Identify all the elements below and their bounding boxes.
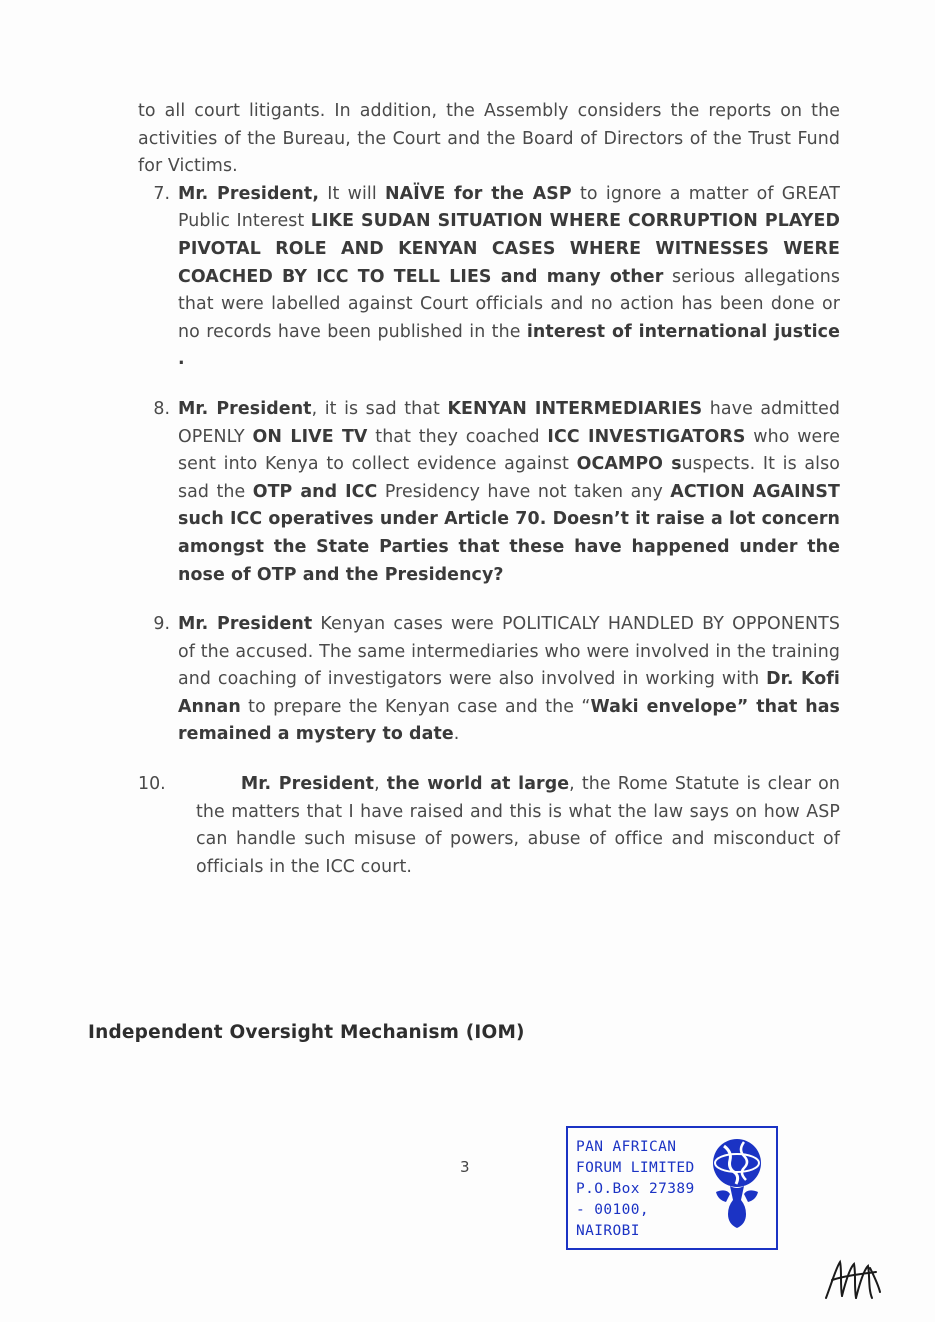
- company-stamp: [566, 1126, 778, 1250]
- text-run-6: interest of international justice .: [178, 321, 840, 370]
- text-run-1: It will: [319, 183, 385, 204]
- stamp-text-lines: [576, 1137, 695, 1242]
- paragraph-8: [138, 396, 840, 589]
- paragraph-10-number: 10.: [138, 774, 166, 795]
- section-heading-iom: Independent Oversight Mechanism (IOM): [88, 1022, 525, 1043]
- text-run-9: uspects. It is also sad the: [178, 454, 840, 502]
- text-run-5: that they coached: [367, 426, 548, 447]
- text-run-2: Dr. Kofi Annan: [178, 669, 840, 717]
- stamp-line-2: FORUM LIMITED: [576, 1160, 695, 1176]
- globe-icon: [694, 1136, 768, 1240]
- text-run-6: ICC INVESTIGATORS: [547, 426, 746, 447]
- text-run-7: who were sent into Kenya to collect evidence against: [178, 426, 840, 475]
- stamp-line-5: NAIROBI: [576, 1223, 640, 1239]
- paragraph-9: [138, 611, 840, 749]
- text-run-5: .: [453, 724, 460, 745]
- signature-mark: [818, 1258, 888, 1306]
- text-run-12: ACTION AGAINST such ICC operatives under Article 70. Doesn’t it raise a lot concern amongst the State Parties that these have happened under the nose of OTP and the Presidency?: [178, 481, 841, 585]
- paragraph-9-number: 9.: [153, 614, 170, 635]
- text-run-11: Presidency have not taken any: [377, 481, 671, 502]
- intro-paragraph: to all court litigants. In addition, the Assembly considers the reports on the activities of the Bureau, the Court and the Board of Directors of the Trust Fund for Victims.: [138, 101, 840, 177]
- text-run-8: OCAMPO s: [576, 454, 682, 475]
- text-run-4: ON LIVE TV: [252, 426, 368, 447]
- text-run-4: Waki envelope” that has remained a mystery to date: [178, 696, 840, 745]
- stamp-line-4: - 00100,: [576, 1202, 650, 1218]
- text-run-3: to prepare the Kenyan case and the “: [240, 696, 591, 717]
- text-run-2: KENYAN INTERMEDIARIES: [447, 398, 703, 419]
- text-run-3: have admitted OPENLY: [178, 398, 841, 447]
- page-number: 3: [460, 1158, 470, 1176]
- text-run-5: serious allegations that were labelled against Court officials and no action has been done or no records have been published in the: [178, 266, 841, 342]
- paragraph-7: [138, 181, 840, 374]
- paragraph-9-text: [178, 611, 840, 749]
- paragraph-7-number: 7.: [153, 183, 170, 204]
- stamp-line-1: PAN AFRICAN: [576, 1139, 677, 1155]
- text-run-1: , it is sad that: [311, 398, 448, 419]
- text-run-2: the world at large: [386, 774, 570, 795]
- paragraph-7-text: [178, 181, 840, 374]
- text-run-10: OTP and ICC: [252, 481, 378, 502]
- document-body: [138, 98, 840, 903]
- paragraph-8-text: [178, 396, 840, 589]
- paragraph-10-text: [196, 771, 840, 881]
- text-run-0: Mr. President,: [178, 183, 320, 204]
- text-run-0: Mr. President: [178, 398, 312, 419]
- paragraph-8-number: 8.: [153, 398, 170, 419]
- text-run-0: Mr. President: [240, 774, 375, 795]
- text-run-0: Mr. President: [178, 614, 313, 635]
- text-run-1: ,: [374, 774, 387, 795]
- stamp-line-3: P.O.Box 27389: [576, 1181, 695, 1197]
- paragraph-10: [138, 771, 840, 881]
- paragraph-indent: [196, 774, 241, 794]
- text-run-2: NAÏVE for the ASP: [384, 183, 572, 204]
- text-run-3: , the Rome Statute is clear on the matters that I have raised and this is what the law says on how ASP can handle such misuse of powers, abuse of office and misconduct of officials in the ICC court.: [196, 774, 841, 877]
- text-run-1: Kenyan cases were POLITICALY HANDLED BY OPPONENTS of the accused. The same intermediaries who were involved in the training and coaching of investigators were also involved in working with: [178, 614, 841, 690]
- text-run-3: to ignore a matter of GREAT Public Interest: [178, 183, 841, 232]
- text-run-4: LIKE SUDAN SITUATION WHERE CORRUPTION PLAYED PIVOTAL ROLE AND KENYAN CASES WHERE WITNESSES WERE COACHED BY ICC TO TELL LIES and many other: [178, 211, 840, 287]
